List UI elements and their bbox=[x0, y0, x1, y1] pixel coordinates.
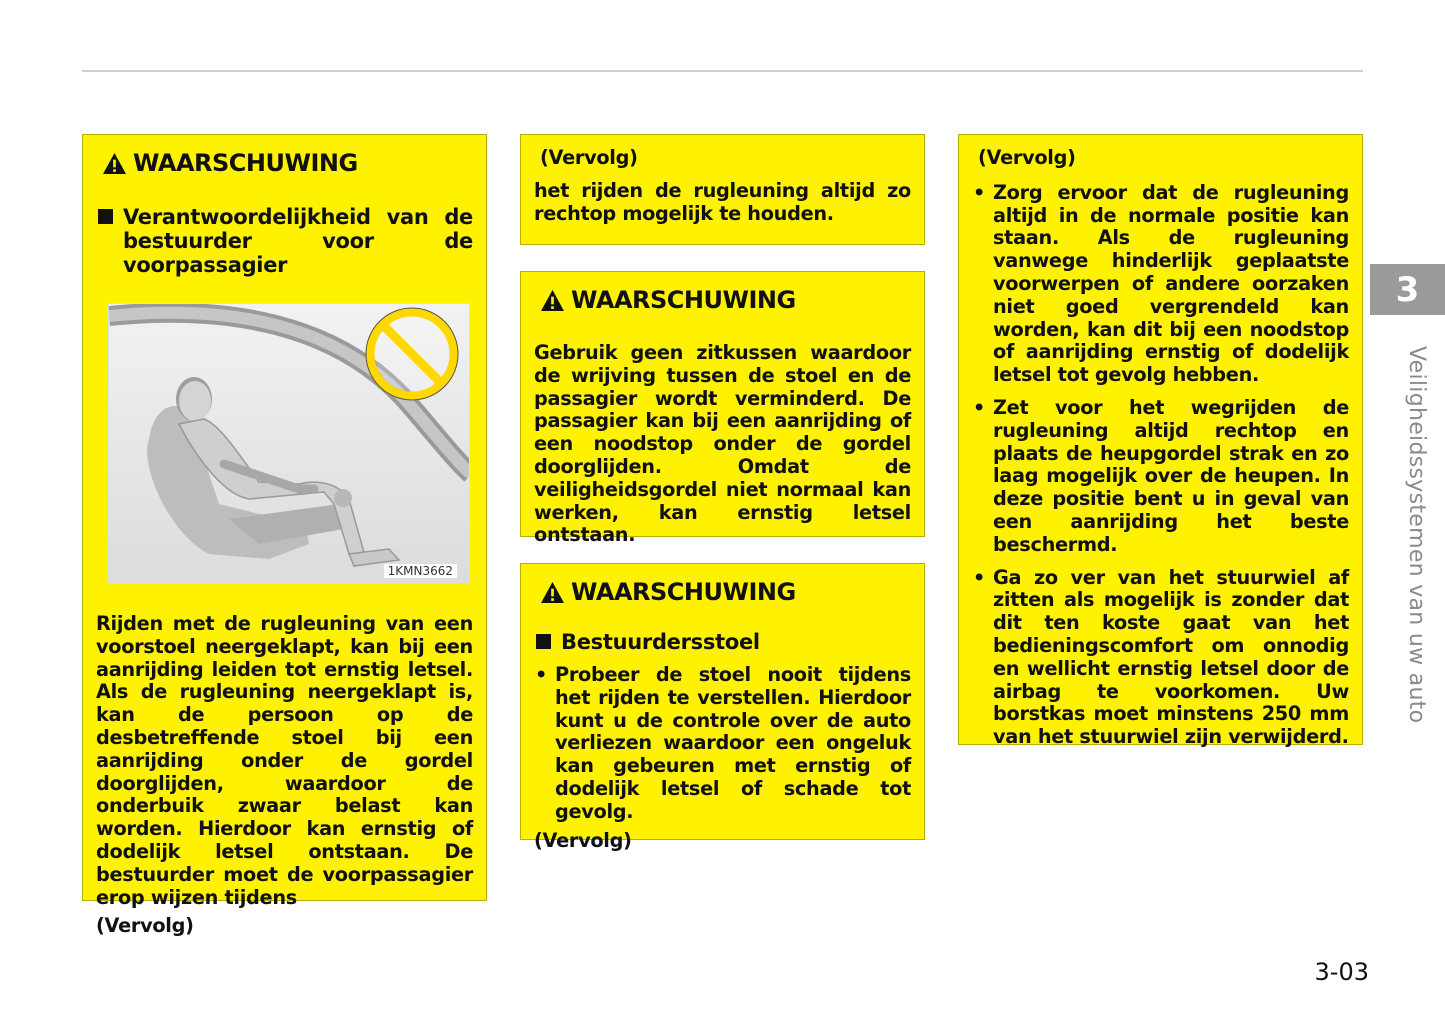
subheading-text: Verantwoordelijkheid van de bestuurder voor de voorpassagier bbox=[123, 205, 473, 277]
warning-title: WAARSCHUWING bbox=[571, 286, 796, 314]
subheading bbox=[534, 630, 911, 654]
body-text: Gebruik geen zitkussen waardoor de wrijving tussen de stoel en de passagier wordt verminderd. De passagier kan bij een aanrijding of een noodstop onder de gordel doorglijden. Omdat de veiligheidsgordel niet normaal kan werken, kan ernstig letsel ontstaan. bbox=[534, 341, 911, 547]
chapter-title: Veiligheidssystemen van uw auto bbox=[1404, 346, 1429, 724]
subheading bbox=[96, 205, 473, 277]
bullet-list bbox=[534, 664, 911, 824]
continued-box-backrest-position bbox=[958, 134, 1363, 749]
bullet-list bbox=[972, 182, 1349, 749]
subheading-text: Bestuurdersstoel bbox=[561, 630, 760, 654]
list-item: • Zet voor het wegrijden de rugleuning altijd rechtop en plaats de heupgordel strak en zo laag mogelijk over de heupen. In deze positie bent u in geval van een aanrijding het beste beschermd. bbox=[972, 397, 1349, 557]
warning-box-seat-cushion bbox=[520, 271, 925, 547]
chapter-number: 3 bbox=[1395, 269, 1420, 310]
continued-label: (Vervolg) bbox=[978, 146, 1076, 169]
continued-label: (Vervolg) bbox=[96, 914, 194, 938]
continued-label: (Vervolg) bbox=[540, 146, 638, 169]
header-rule bbox=[82, 70, 1363, 72]
square-bullet-icon bbox=[98, 209, 113, 224]
figure-code: 1KMN3662 bbox=[384, 564, 457, 578]
body-text: Rijden met de rugleuning van een voorstoel neergeklapt, kan bij een aanrijding leiden tot ernstig letsel. Als de rugleuning neergeklapt is, kan de persoon op de desbetreffende stoel bij een aanrijding onder de gordel doorglijden, waardoor de onderbuik zwaar belast kan worden. Hierdoor kan ernstig of dodelijk letsel ontstaan. De bestuurder moet de voorpassagier erop wijzen tijdens bbox=[96, 612, 473, 909]
warning-heading bbox=[102, 149, 473, 177]
warning-box-passenger-responsibility bbox=[82, 134, 487, 938]
warning-triangle-icon bbox=[540, 289, 565, 312]
continued-box-backrest bbox=[520, 134, 925, 245]
list-item: • Ga zo ver van het stuurwiel af zitten als mogelijk is zonder dat dit ten koste gaat van het bedieningscomfort om onnodig en wellicht ernstig letsel door de airbag te voorkomen. Uw borstkas moet minstens 250 mm van het stuurwiel zijn verwijderd. bbox=[972, 567, 1349, 749]
warning-box-driver-seat bbox=[520, 563, 925, 852]
warning-heading bbox=[540, 578, 911, 606]
warning-heading bbox=[540, 286, 911, 314]
body-text: het rijden de rugleuning altijd zo rechtop mogelijk te houden. bbox=[534, 178, 911, 225]
reclined-seat-illustration bbox=[108, 303, 470, 583]
warning-triangle-icon bbox=[540, 581, 565, 604]
square-bullet-icon bbox=[536, 634, 551, 649]
continued-label: (Vervolg) bbox=[534, 828, 632, 852]
reclined-seat-drawing bbox=[109, 304, 470, 583]
chapter-tab bbox=[1370, 264, 1445, 315]
list-item: • Zorg ervoor dat de rugleuning altijd in de normale positie kan staan. Als de rugleuning vanwege hinderlijk geplaatste voorwerpen of andere oorzaken niet goed vergrendeld kan worden, kan dit bij een noodstop of aanrijding ernstig of dodelijk letsel tot gevolg hebben. bbox=[972, 182, 1349, 387]
warning-title: WAARSCHUWING bbox=[133, 149, 358, 177]
warning-title: WAARSCHUWING bbox=[571, 578, 796, 606]
warning-triangle-icon bbox=[102, 152, 127, 175]
page-number: 3-03 bbox=[1314, 958, 1369, 986]
list-item: • Probeer de stoel nooit tijdens het rijden te verstellen. Hierdoor kunt u de controle over de auto verliezen waardoor een ongeluk kan gebeuren met ernstig of dodelijk letsel of schade tot gevolg. bbox=[534, 664, 911, 824]
